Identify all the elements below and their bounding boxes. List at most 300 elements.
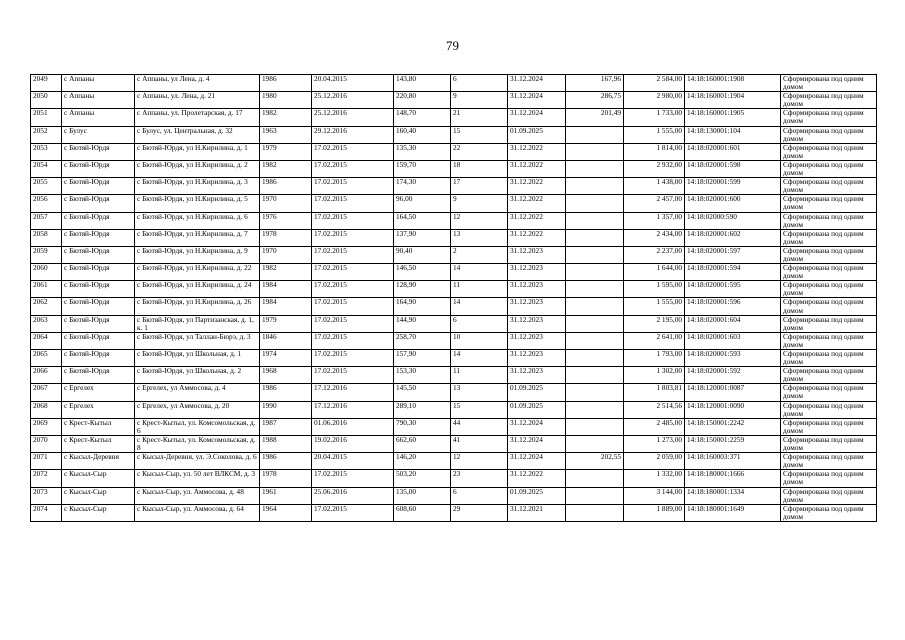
cell-extra-value xyxy=(566,367,624,384)
cell-area: 164,50 xyxy=(394,212,451,229)
cell-address: с Бютяй-Юрдя, ул Партизанская, д. 1, к. 1 xyxy=(135,315,260,332)
table-row xyxy=(31,212,877,229)
cell-address: с Булус, ул. Центральная, д. 32 xyxy=(135,126,260,143)
cell-area: 503,20 xyxy=(394,470,451,487)
cell-date: 25.12.2016 xyxy=(312,92,394,109)
cell-year: 1964 xyxy=(260,504,312,521)
cell-status: Сформирована под одним домом xyxy=(781,143,877,160)
cell-extra-value xyxy=(566,384,624,401)
cell-deadline: 01.09.2025 xyxy=(508,384,566,401)
cell-address: с Бютяй-Юрдя, ул Н.Кирилина, д. 1 xyxy=(135,143,260,160)
cell-cost: 2 584,00 xyxy=(624,75,685,92)
cell-number: 2069 xyxy=(31,418,62,435)
cell-area: 135,00 xyxy=(394,487,451,504)
cell-deadline: 31.12.2023 xyxy=(508,315,566,332)
cell-cadastral-number: 14:18:160003:371 xyxy=(685,453,781,470)
cell-cadastral-number: 14:18:020001:594 xyxy=(685,264,781,281)
cell-deadline: 31.12.2024 xyxy=(508,453,566,470)
cell-cost: 2 641,00 xyxy=(624,332,685,349)
cell-residents: 22 xyxy=(451,143,508,160)
cell-area: 174,30 xyxy=(394,178,451,195)
cell-deadline: 31.12.2023 xyxy=(508,298,566,315)
cell-deadline: 01.09.2025 xyxy=(508,126,566,143)
cell-date: 17.12.2016 xyxy=(312,401,394,418)
cell-number: 2064 xyxy=(31,332,62,349)
cell-date: 17.02.2015 xyxy=(312,212,394,229)
cell-number: 2051 xyxy=(31,109,62,126)
table-row xyxy=(31,470,877,487)
cell-address: с Ергелех, ул Аммосова, д. 20 xyxy=(135,401,260,418)
cell-cost: 1 438,00 xyxy=(624,178,685,195)
cell-status: Сформирована под одним домом xyxy=(781,384,877,401)
cell-cost: 1 644,00 xyxy=(624,264,685,281)
cell-year: 1963 xyxy=(260,126,312,143)
table-row xyxy=(31,92,877,109)
cell-area: 146,20 xyxy=(394,453,451,470)
cell-residents: 17 xyxy=(451,178,508,195)
cell-cost: 2 059,00 xyxy=(624,453,685,470)
cell-cost: 1 733,00 xyxy=(624,109,685,126)
cell-deadline: 31.12.2024 xyxy=(508,92,566,109)
cell-year: 1978 xyxy=(260,229,312,246)
cell-year: 1974 xyxy=(260,350,312,367)
cell-settlement: с Кысыл-Сыр xyxy=(62,470,135,487)
table-row xyxy=(31,401,877,418)
cell-cost: 1 595,00 xyxy=(624,281,685,298)
cell-number: 2071 xyxy=(31,453,62,470)
cell-area: 144,90 xyxy=(394,315,451,332)
cell-address: с Бютяй-Юрдя, ул Н.Кирилина, д. 24 xyxy=(135,281,260,298)
cell-deadline: 31.12.2023 xyxy=(508,367,566,384)
cell-extra-value xyxy=(566,298,624,315)
table-row xyxy=(31,367,877,384)
cell-status: Сформирована под одним домом xyxy=(781,178,877,195)
cell-cost: 1 273,00 xyxy=(624,435,685,452)
cell-deadline: 31.12.2023 xyxy=(508,332,566,349)
cell-extra-value: 201,49 xyxy=(566,109,624,126)
cell-status: Сформирована под одним домом xyxy=(781,504,877,521)
cell-settlement: с Аппаны xyxy=(62,92,135,109)
cell-area: 153,30 xyxy=(394,367,451,384)
cell-settlement: с Бютяй-Юрдя xyxy=(62,178,135,195)
cell-cost: 2 457,00 xyxy=(624,195,685,212)
cell-status: Сформирована под одним домом xyxy=(781,315,877,332)
cell-number: 2049 xyxy=(31,75,62,92)
cell-number: 2052 xyxy=(31,126,62,143)
cell-deadline: 31.12.2022 xyxy=(508,470,566,487)
cell-cost: 2 980,00 xyxy=(624,92,685,109)
cell-area: 90,40 xyxy=(394,246,451,263)
cell-year: 1961 xyxy=(260,487,312,504)
cell-date: 20.04.2015 xyxy=(312,75,394,92)
cell-number: 2063 xyxy=(31,315,62,332)
cell-date: 29.12.2016 xyxy=(312,126,394,143)
cell-residents: 12 xyxy=(451,212,508,229)
cell-area: 159,70 xyxy=(394,160,451,177)
cell-deadline: 31.12.2023 xyxy=(508,281,566,298)
table-row xyxy=(31,281,877,298)
table-row xyxy=(31,350,877,367)
cell-date: 17.02.2015 xyxy=(312,281,394,298)
table-row xyxy=(31,126,877,143)
cell-number: 2053 xyxy=(31,143,62,160)
cell-address: с Ергелех, ул Аммосова, д. 4 xyxy=(135,384,260,401)
cell-address: с Бютяй-Юрдя, ул Н.Кирилина, д. 7 xyxy=(135,229,260,246)
cell-extra-value xyxy=(566,504,624,521)
cell-settlement: с Булус xyxy=(62,126,135,143)
cell-date: 25.06.2016 xyxy=(312,487,394,504)
cell-extra-value xyxy=(566,350,624,367)
table-row xyxy=(31,178,877,195)
cell-settlement: с Бютяй-Юрдя xyxy=(62,143,135,160)
cell-deadline: 31.12.2023 xyxy=(508,350,566,367)
cell-extra-value xyxy=(566,229,624,246)
cell-area: 164,90 xyxy=(394,298,451,315)
table-body xyxy=(31,75,877,522)
cell-date: 17.02.2015 xyxy=(312,470,394,487)
cell-settlement: с Крест-Кытыл xyxy=(62,418,135,435)
table-row xyxy=(31,229,877,246)
cell-extra-value: 286,75 xyxy=(566,92,624,109)
cell-area: 160,40 xyxy=(394,126,451,143)
table-row xyxy=(31,453,877,470)
cell-address: с Кысыл-Сыр, ул. Аммосова, д. 64 xyxy=(135,504,260,521)
cell-deadline: 31.12.2024 xyxy=(508,75,566,92)
cell-number: 2054 xyxy=(31,160,62,177)
cell-year: 1979 xyxy=(260,143,312,160)
cell-residents: 12 xyxy=(451,453,508,470)
cell-address: с Бютяй-Юрдя, ул Н.Кирилина, д. 5 xyxy=(135,195,260,212)
cell-settlement: с Бютяй-Юрдя xyxy=(62,212,135,229)
cell-deadline: 31.12.2022 xyxy=(508,160,566,177)
cell-year: 1982 xyxy=(260,160,312,177)
table-row xyxy=(31,109,877,126)
cell-number: 2057 xyxy=(31,212,62,229)
cell-number: 2056 xyxy=(31,195,62,212)
cell-address: с Бютяй-Юрдя, ул Н.Кирилина, д. 3 xyxy=(135,178,260,195)
cell-area: 145,50 xyxy=(394,384,451,401)
cell-extra-value xyxy=(566,246,624,263)
cell-residents: 13 xyxy=(451,384,508,401)
cell-deadline: 31.12.2022 xyxy=(508,229,566,246)
cell-settlement: с Кысыл-Деревня xyxy=(62,453,135,470)
cell-number: 2062 xyxy=(31,298,62,315)
cell-extra-value xyxy=(566,435,624,452)
cell-status: Сформирована под одним домом xyxy=(781,281,877,298)
cell-year: 1986 xyxy=(260,75,312,92)
cell-residents: 15 xyxy=(451,126,508,143)
cell-deadline: 31.12.2024 xyxy=(508,418,566,435)
cell-date: 17.02.2015 xyxy=(312,264,394,281)
cell-cost: 2 485,00 xyxy=(624,418,685,435)
cell-extra-value xyxy=(566,418,624,435)
table-row xyxy=(31,332,877,349)
cell-address: с Бютяй-Юрдя, ул Н.Кирилина, д. 6 xyxy=(135,212,260,229)
cell-area: 146,50 xyxy=(394,264,451,281)
table-row xyxy=(31,384,877,401)
cell-deadline: 31.12.2021 xyxy=(508,504,566,521)
cell-status: Сформирована под одним домом xyxy=(781,435,877,452)
table-row xyxy=(31,298,877,315)
cell-cadastral-number: 14:18:160001:1904 xyxy=(685,92,781,109)
cell-area: 96,00 xyxy=(394,195,451,212)
cell-residents: 10 xyxy=(451,332,508,349)
cell-cadastral-number: 14:18:020001:599 xyxy=(685,178,781,195)
cell-residents: 6 xyxy=(451,75,508,92)
cell-status: Сформирована под одним домом xyxy=(781,264,877,281)
cell-date: 17.02.2015 xyxy=(312,350,394,367)
cell-cadastral-number: 14:18:020001:604 xyxy=(685,315,781,332)
cell-date: 20.04.2015 xyxy=(312,453,394,470)
cell-status: Сформирована под одним домом xyxy=(781,453,877,470)
cell-deadline: 31.12.2023 xyxy=(508,246,566,263)
cell-cost: 1 793,00 xyxy=(624,350,685,367)
cell-status: Сформирована под одним домом xyxy=(781,109,877,126)
cell-residents: 29 xyxy=(451,504,508,521)
cell-area: 128,90 xyxy=(394,281,451,298)
cell-year: 1984 xyxy=(260,298,312,315)
cell-cost: 2 434,00 xyxy=(624,229,685,246)
cell-extra-value: 167,96 xyxy=(566,75,624,92)
cell-cadastral-number: 14:18:020001:602 xyxy=(685,229,781,246)
cell-deadline: 31.12.2024 xyxy=(508,435,566,452)
cell-settlement: с Кысыл-Сыр xyxy=(62,487,135,504)
cell-status: Сформирована под одним домом xyxy=(781,470,877,487)
cell-status: Сформирована под одним домом xyxy=(781,229,877,246)
cell-settlement: с Бютяй-Юрдя xyxy=(62,315,135,332)
cell-settlement: с Бютяй-Юрдя xyxy=(62,367,135,384)
table-row xyxy=(31,264,877,281)
cell-status: Сформирована под одним домом xyxy=(781,246,877,263)
cell-cadastral-number: 14:18:120001:0087 xyxy=(685,384,781,401)
cell-number: 2059 xyxy=(31,246,62,263)
cell-address: с Бютяй-Юрдя, ул Н.Кирилина, д. 2 xyxy=(135,160,260,177)
cell-settlement: с Бютяй-Юрдя xyxy=(62,332,135,349)
cell-residents: 41 xyxy=(451,435,508,452)
cell-year: 1987 xyxy=(260,418,312,435)
cell-date: 17.02.2015 xyxy=(312,246,394,263)
cell-extra-value xyxy=(566,401,624,418)
cell-area: 258,70 xyxy=(394,332,451,349)
cell-cadastral-number: 14:18:120001:0090 xyxy=(685,401,781,418)
cell-status: Сформирована под одним домом xyxy=(781,126,877,143)
cell-number: 2065 xyxy=(31,350,62,367)
cell-year: 1976 xyxy=(260,212,312,229)
cell-deadline: 01.09.2025 xyxy=(508,487,566,504)
cell-residents: 44 xyxy=(451,418,508,435)
cell-year: 1982 xyxy=(260,264,312,281)
cell-status: Сформирована под одним домом xyxy=(781,75,877,92)
cell-residents: 11 xyxy=(451,281,508,298)
cell-area: 137,90 xyxy=(394,229,451,246)
table-row xyxy=(31,246,877,263)
cell-area: 608,60 xyxy=(394,504,451,521)
cell-extra-value xyxy=(566,281,624,298)
cell-extra-value xyxy=(566,160,624,177)
cell-number: 2060 xyxy=(31,264,62,281)
cell-cadastral-number: 14:18:020001:593 xyxy=(685,350,781,367)
cell-settlement: с Бютяй-Юрдя xyxy=(62,246,135,263)
cell-year: 1988 xyxy=(260,435,312,452)
cell-address: с Кысыл-Деревня, ул. Э.Соколова, д. 6 xyxy=(135,453,260,470)
table-row xyxy=(31,143,877,160)
cell-cadastral-number: 14:18:02000:590 xyxy=(685,212,781,229)
cell-year: 1982 xyxy=(260,109,312,126)
cell-cost: 1 332,00 xyxy=(624,470,685,487)
cell-settlement: с Бютяй-Юрдя xyxy=(62,350,135,367)
cell-address: с Бютяй-Юрдя, ул Н.Кирилина, д. 9 xyxy=(135,246,260,263)
cell-area: 289,10 xyxy=(394,401,451,418)
cell-settlement: с Бютяй-Юрдя xyxy=(62,229,135,246)
cell-residents: 9 xyxy=(451,195,508,212)
cell-date: 25.12.2016 xyxy=(312,109,394,126)
cell-address: с Бютяй-Юрдя, ул Н.Кирилина, д. 26 xyxy=(135,298,260,315)
table-row xyxy=(31,435,877,452)
cell-settlement: с Бютяй-Юрдя xyxy=(62,264,135,281)
cell-deadline: 31.12.2022 xyxy=(508,178,566,195)
cell-number: 2068 xyxy=(31,401,62,418)
cell-address: с Аппаны, ул. Пролетарская, д. 17 xyxy=(135,109,260,126)
table-row xyxy=(31,487,877,504)
cell-date: 17.12.2016 xyxy=(312,384,394,401)
cell-deadline: 31.12.2022 xyxy=(508,195,566,212)
cell-cadastral-number: 14:18:150001:2242 xyxy=(685,418,781,435)
cell-settlement: с Крест-Кытыл xyxy=(62,435,135,452)
cell-settlement: с Бютяй-Юрдя xyxy=(62,160,135,177)
cell-status: Сформирована под одним домом xyxy=(781,160,877,177)
cell-cadastral-number: 14:18:020001:596 xyxy=(685,298,781,315)
cell-extra-value xyxy=(566,332,624,349)
cell-settlement: с Аппаны xyxy=(62,75,135,92)
cell-settlement: с Бютяй-Юрдя xyxy=(62,195,135,212)
cell-deadline: 31.12.2022 xyxy=(508,212,566,229)
table-row xyxy=(31,504,877,521)
cell-address: с Бютяй-Юрдя, ул Таллан-Бюрэ, д. 3 xyxy=(135,332,260,349)
cell-date: 17.02.2015 xyxy=(312,229,394,246)
cell-cadastral-number: 14:18:020001:603 xyxy=(685,332,781,349)
cell-residents: 14 xyxy=(451,350,508,367)
cell-settlement: с Ергелех xyxy=(62,401,135,418)
cell-number: 2070 xyxy=(31,435,62,452)
cell-area: 143,80 xyxy=(394,75,451,92)
cell-residents: 6 xyxy=(451,487,508,504)
cell-residents: 14 xyxy=(451,264,508,281)
cell-year: 1979 xyxy=(260,315,312,332)
cell-status: Сформирована под одним домом xyxy=(781,195,877,212)
cell-year: 1986 xyxy=(260,178,312,195)
cell-extra-value xyxy=(566,212,624,229)
cell-number: 2067 xyxy=(31,384,62,401)
page-number: 79 xyxy=(446,38,459,53)
cell-residents: 2 xyxy=(451,246,508,263)
cell-cost: 1 555,00 xyxy=(624,298,685,315)
cell-cost: 1 814,00 xyxy=(624,143,685,160)
cell-extra-value xyxy=(566,178,624,195)
cell-residents: 9 xyxy=(451,92,508,109)
cell-residents: 14 xyxy=(451,298,508,315)
cell-status: Сформирована под одним домом xyxy=(781,332,877,349)
cell-year: 1990 xyxy=(260,401,312,418)
cell-date: 17.02.2015 xyxy=(312,160,394,177)
cell-address: с Аппаны, ул Лена, д. 4 xyxy=(135,75,260,92)
cell-address: с Крест-Кытыл, ул. Комсомольская, д. 8 xyxy=(135,435,260,452)
table-row xyxy=(31,195,877,212)
cell-deadline: 31.12.2022 xyxy=(508,143,566,160)
cell-settlement: с Бютяй-Юрдя xyxy=(62,298,135,315)
cell-year: 1968 xyxy=(260,367,312,384)
table-row xyxy=(31,315,877,332)
cell-cost: 2 237,00 xyxy=(624,246,685,263)
cell-status: Сформирована под одним домом xyxy=(781,401,877,418)
cell-cadastral-number: 14:18:020001:600 xyxy=(685,195,781,212)
cell-status: Сформирована под одним домом xyxy=(781,487,877,504)
cell-number: 2055 xyxy=(31,178,62,195)
cell-number: 2074 xyxy=(31,504,62,521)
cell-area: 790,30 xyxy=(394,418,451,435)
cell-date: 17.02.2015 xyxy=(312,178,394,195)
cell-address: с Бютяй-Юрдя, ул Н.Кирилина, д. 22 xyxy=(135,264,260,281)
cell-date: 17.02.2015 xyxy=(312,315,394,332)
cell-address: с Аппаны, ул. Лена, д. 21 xyxy=(135,92,260,109)
cell-area: 135,30 xyxy=(394,143,451,160)
cell-cadastral-number: 14:18:020001:597 xyxy=(685,246,781,263)
cell-cadastral-number: 14:18:160001:1905 xyxy=(685,109,781,126)
cell-settlement: с Бютяй-Юрдя xyxy=(62,281,135,298)
housing-registry-table xyxy=(30,74,877,522)
cell-extra-value xyxy=(566,126,624,143)
cell-cost: 1 555,00 xyxy=(624,126,685,143)
cell-number: 2061 xyxy=(31,281,62,298)
cell-year: 1978 xyxy=(260,470,312,487)
cell-cost: 3 144,00 xyxy=(624,487,685,504)
cell-deadline: 01.09.2025 xyxy=(508,401,566,418)
cell-extra-value xyxy=(566,195,624,212)
cell-address: с Крест-Кытыл, ул. Комсомольская, д. 6 xyxy=(135,418,260,435)
cell-date: 17.02.2015 xyxy=(312,504,394,521)
cell-cost: 1 803,81 xyxy=(624,384,685,401)
cell-extra-value xyxy=(566,315,624,332)
table-row xyxy=(31,160,877,177)
cell-extra-value xyxy=(566,470,624,487)
cell-year: 1970 xyxy=(260,246,312,263)
cell-deadline: 31.12.2024 xyxy=(508,109,566,126)
cell-year: 1970 xyxy=(260,195,312,212)
cell-number: 2072 xyxy=(31,470,62,487)
cell-residents: 21 xyxy=(451,109,508,126)
cell-number: 2073 xyxy=(31,487,62,504)
cell-settlement: с Ергелех xyxy=(62,384,135,401)
cell-year: 1846 xyxy=(260,332,312,349)
cell-status: Сформирована под одним домом xyxy=(781,418,877,435)
cell-date: 17.02.2015 xyxy=(312,367,394,384)
cell-cost: 1 302,00 xyxy=(624,367,685,384)
cell-cadastral-number: 14:18:130001:104 xyxy=(685,126,781,143)
cell-year: 1986 xyxy=(260,384,312,401)
cell-settlement: с Аппаны xyxy=(62,109,135,126)
cell-date: 17.02.2015 xyxy=(312,143,394,160)
cell-cadastral-number: 14:18:020001:592 xyxy=(685,367,781,384)
cell-cadastral-number: 14:18:020001:595 xyxy=(685,281,781,298)
cell-residents: 15 xyxy=(451,401,508,418)
cell-cadastral-number: 14:18:180001:1666 xyxy=(685,470,781,487)
cell-extra-value xyxy=(566,143,624,160)
cell-extra-value xyxy=(566,264,624,281)
cell-address: с Кысыл-Сыр, ул. Аммосова, д. 48 xyxy=(135,487,260,504)
cell-date: 19.02.2016 xyxy=(312,435,394,452)
cell-extra-value: 202,55 xyxy=(566,453,624,470)
cell-year: 1980 xyxy=(260,92,312,109)
cell-cost: 2 195,00 xyxy=(624,315,685,332)
